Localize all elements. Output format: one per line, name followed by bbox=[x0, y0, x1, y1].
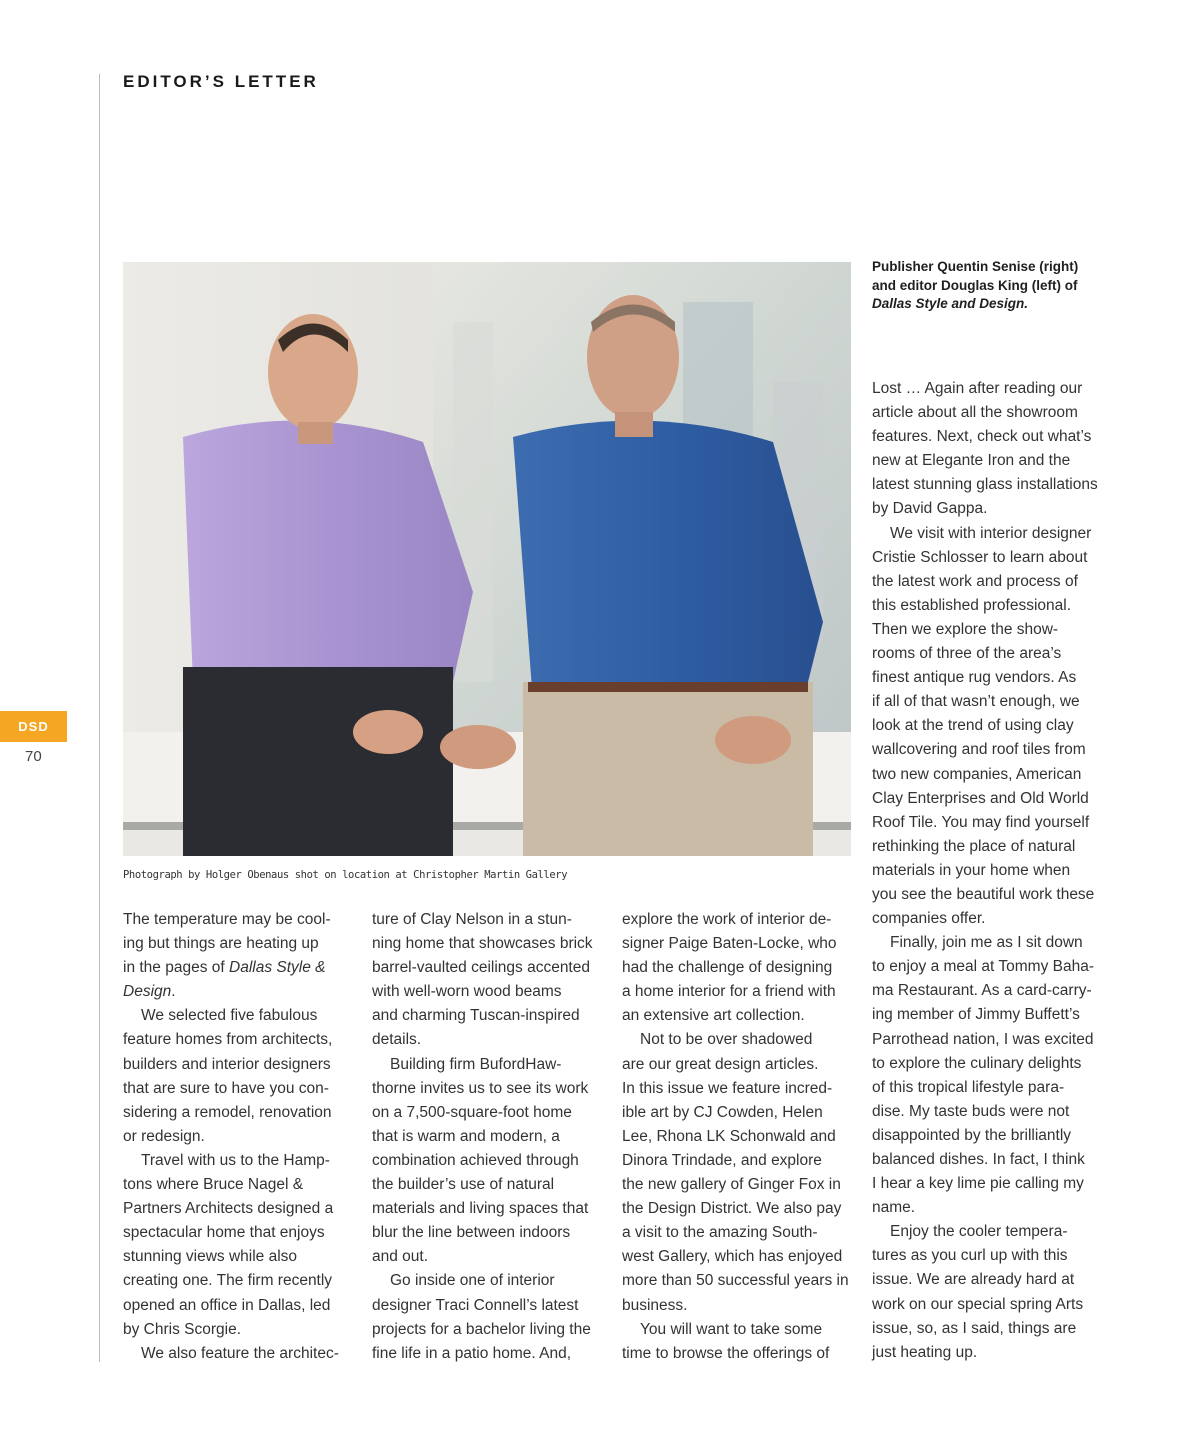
section-title: EDITOR’S LETTER bbox=[123, 72, 319, 91]
article-paragraph: We also feature the architec- bbox=[141, 1344, 339, 1362]
article-paragraph: We selected five fabulous feature homes from architects, builders and interior designers that are sure to have you con- sidering a remodel, renovation or redesign. bbox=[123, 1007, 333, 1145]
article-paragraph: We visit with interior designer Cristie Schlosser to learn about the latest work and process of this established professional. Then we explore the show- rooms of three of the area’s finest antique rug vendors. As if all of that wasn’t enough, we look at the trend of using clay wallcovering and roof tiles from two new companies, American Clay Enterprises and Old World Roof Tile. You may find yourself rethinking the place of natural materials in your home when you see the beautiful work these companies offer. bbox=[872, 524, 1095, 928]
photo-caption bbox=[872, 258, 1112, 314]
article-column-3 bbox=[622, 908, 849, 1366]
magazine-tab: DSD bbox=[0, 711, 67, 742]
photo-credit: Photograph by Holger Obenaus shot on location at Christopher Martin Gallery bbox=[123, 869, 568, 881]
caption-line: Publisher Quentin Senise (right) bbox=[872, 259, 1079, 274]
article-column-2 bbox=[372, 908, 593, 1366]
page-number: 70 bbox=[25, 748, 42, 765]
article-paragraph: Not to be over shadowed are our great design articles. In this issue we feature incred- ible art by CJ Cowden, Helen Lee, Rhona LK Schonwald and Dinora Trindade, and explore the new gallery of Ginger Fox in the Design District. We also pay a visit to the amazing South- west Gallery, which has enjoyed more than 50 successful years in business. bbox=[622, 1031, 849, 1314]
article-paragraph: The temperature may be cool- ing but things are heating up in the pages of Dallas Style & Design. bbox=[123, 911, 331, 1001]
article-column-4 bbox=[872, 377, 1098, 1365]
article-paragraph: Travel with us to the Hamp- tons where Bruce Nagel & Partners Architects designed a spectacular home that enjoys stunning views while also creating one. The firm recently opened an office in Dallas, led by Chris Scorgie. bbox=[123, 1151, 334, 1338]
article-paragraph: You will want to take some time to browse the offerings of bbox=[622, 1320, 830, 1362]
left-margin-rule bbox=[99, 74, 100, 1362]
article-paragraph: Go inside one of interior designer Traci Connell’s latest projects for a bachelor living the fine life in a patio home. And, bbox=[372, 1272, 591, 1362]
editors-photo bbox=[123, 262, 851, 856]
article-paragraph: explore the work of interior de- signer Paige Baten-Locke, who had the challenge of designing a home interior for a friend with an extensive art collection. bbox=[622, 911, 837, 1025]
article-paragraph: ture of Clay Nelson in a stun- ning home that showcases brick barrel-vaulted ceilings accented with well-worn wood beams and charming Tuscan-inspired details. bbox=[372, 911, 593, 1049]
article-paragraph: Building firm BufordHaw- thorne invites us to see its work on a 7,500-square-foot home that is warm and modern, a combination achieved through the builder’s use of natural materials and living spaces that blur the line between indoors and out. bbox=[372, 1055, 589, 1266]
article-paragraph: Lost … Again after reading our article about all the showroom features. Next, check out what’s new at Elegante Iron and the latest stunning glass installations by David Gappa. bbox=[872, 380, 1098, 518]
article-column-1 bbox=[123, 908, 339, 1366]
caption-line: Dallas Style and Design. bbox=[872, 296, 1029, 311]
article-paragraph: Finally, join me as I sit down to enjoy a meal at Tommy Baha- ma Restaurant. As a card-carry- ing member of Jimmy Buffett’s Parrothead nation, I was excited to explore the culinary delights of this tropical lifestyle para- dise. My taste buds were not disappointed by the brilliantly balanced dishes. In fact, I think I hear a key lime pie calling my name. bbox=[872, 934, 1094, 1217]
article-paragraph: Enjoy the cooler tempera- tures as you curl up with this issue. We are already hard at work on our special spring Arts issue, so, as I said, things are just heating up. bbox=[872, 1223, 1084, 1361]
caption-line: and editor Douglas King (left) of bbox=[872, 277, 1078, 293]
